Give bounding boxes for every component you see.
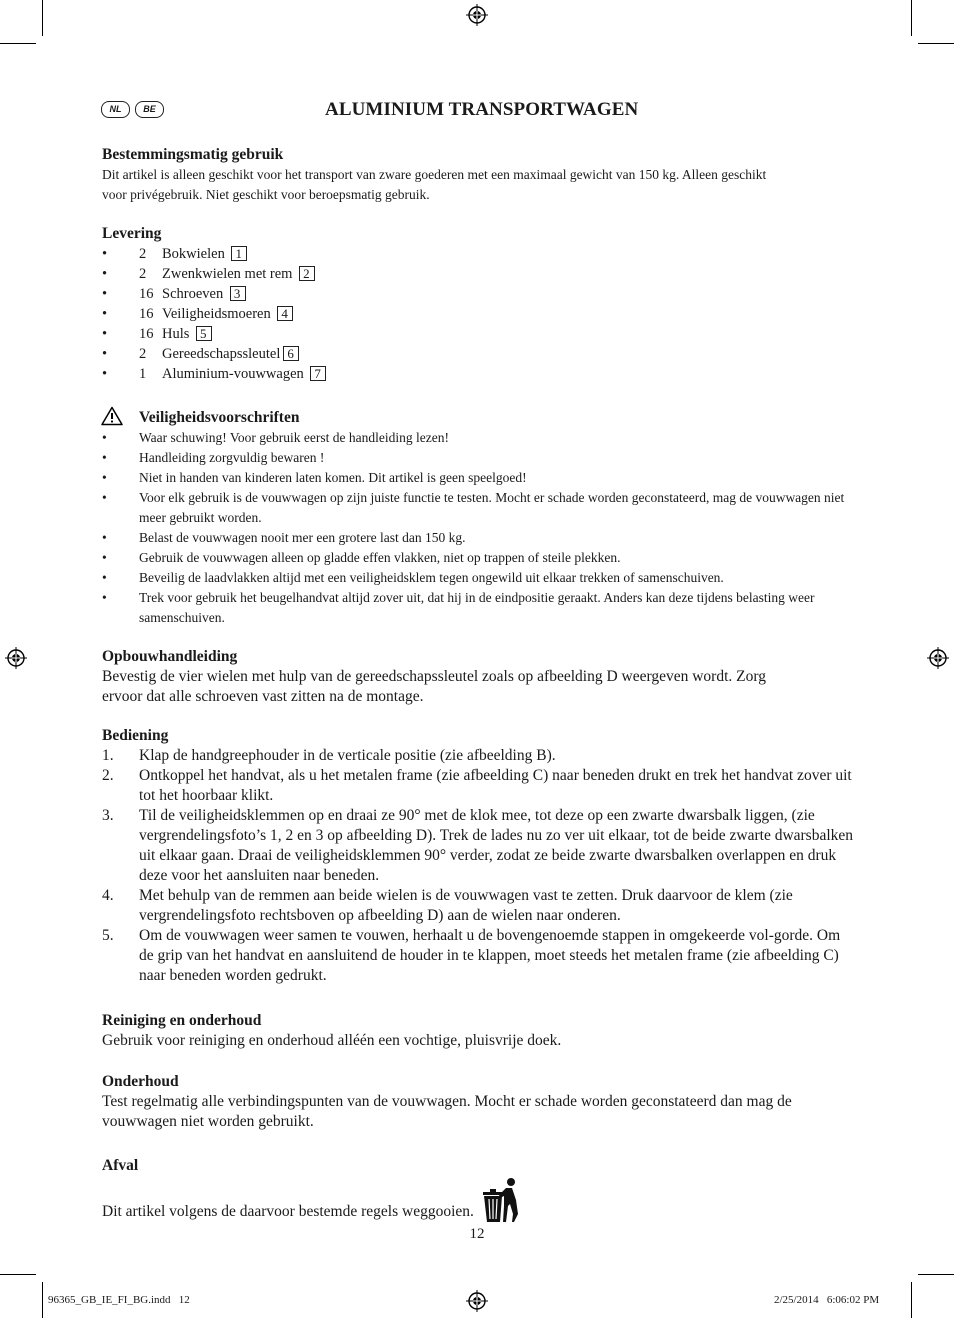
registration-mark-icon bbox=[466, 4, 488, 26]
list-item: • 1 Aluminium-vouwwagen 7 bbox=[102, 364, 854, 384]
page-title: ALUMINIUM TRANSPORTWAGEN bbox=[325, 99, 639, 120]
section-heading-cleaning: Reiniging en onderhoud bbox=[102, 1012, 262, 1029]
list-item: • Beveilig de laadvlakken altijd met een veiligheidsklem tegen ongewild uit elkaar trekken of samenschuiven. bbox=[102, 570, 724, 585]
list-item: 1. Klap de handgreephouder in de verticale positie (zie afbeelding B). bbox=[102, 747, 556, 764]
section-heading-safety: Veiligheidsvoorschriften bbox=[102, 408, 854, 428]
cleaning-text: Gebruik voor reiniging en onderhoud alléén een vochtige, pluisvrije doek. bbox=[102, 1032, 562, 1049]
waste-text: Dit artikel volgens de daarvoor bestemde regels weggooien. bbox=[102, 1203, 474, 1220]
part-number-box: 1 bbox=[231, 246, 247, 261]
delivery-list bbox=[102, 244, 854, 384]
part-number-box: 3 bbox=[230, 286, 246, 301]
list-item: • 16 Schroeven 3 bbox=[102, 284, 854, 304]
part-number-box: 5 bbox=[196, 326, 212, 341]
section-heading-waste: Afval bbox=[102, 1157, 139, 1174]
list-item: • Gebruik de vouwwagen alleen op gladde effen vlakken, niet op trappen of steile plekken. bbox=[102, 550, 621, 565]
operation-steps bbox=[102, 746, 854, 986]
list-item: • Waar schuwing! Voor gebruik eerst de handleiding lezen! bbox=[102, 430, 449, 445]
section-heading-intended-use: Bestemmingsmatig gebruik bbox=[102, 146, 284, 163]
list-item: • 2 Zwenkwielen met rem 2 bbox=[102, 264, 854, 284]
list-item: • 16 Veiligheidsmoeren 4 bbox=[102, 304, 854, 324]
list-item: • Belast de vouwwagen nooit mer een grotere last dan 150 kg. bbox=[102, 530, 466, 545]
maintenance-text-line: Test regelmatig alle verbindingspunten van de vouwwagen. Mocht er schade worden geconstateerd dan mag de bbox=[102, 1093, 792, 1110]
list-item: • 2 Gereedschapssleutel 6 bbox=[102, 344, 854, 364]
crop-mark bbox=[42, 1282, 43, 1318]
safety-list bbox=[102, 428, 854, 628]
footer-timestamp: 2/25/2014 6:06:02 PM bbox=[774, 1294, 880, 1306]
waste-row bbox=[102, 1176, 854, 1222]
warning-triangle-icon bbox=[101, 406, 123, 426]
section-heading-assembly: Opbouwhandleiding bbox=[102, 648, 238, 665]
list-item: • 2 Bokwielen 1 bbox=[102, 244, 854, 264]
list-item: 2. Ontkoppel het handvat, als u het metalen frame (zie afbeelding C) naar beneden drukt en trek het handvat zover uit tot het hoorbaar klikt. bbox=[102, 767, 852, 804]
crop-mark bbox=[42, 0, 43, 36]
part-number-box: 2 bbox=[299, 266, 315, 281]
document-body bbox=[102, 145, 854, 1222]
crop-mark bbox=[918, 43, 954, 44]
assembly-text-line: ervoor dat alle schroeven vast zitten na de montage. bbox=[102, 688, 424, 705]
language-badge-be: BE bbox=[135, 101, 164, 118]
list-item: • 16 Huls 5 bbox=[102, 324, 854, 344]
registration-mark-icon bbox=[927, 647, 949, 669]
crop-mark bbox=[911, 0, 912, 36]
intended-use-text-line: Dit artikel is alleen geschikt voor het transport van zware goederen met een maximaal gewicht van 150 kg. Alleen geschikt bbox=[102, 167, 767, 182]
language-badges bbox=[101, 101, 164, 118]
maintenance-text-line: vouwwagen niet worden gebruikt. bbox=[102, 1113, 314, 1130]
list-item: 4. Met behulp van de remmen aan beide wielen is de vouwwagen vast te zetten. Druk daarvoor de klem (zie vergrendelingsfoto rechtsboven op afbeelding D) aan de wielen naar onderen. bbox=[102, 887, 793, 924]
intended-use-text-line: voor privégebruik. Niet geschikt voor beroepsmatig gebruik. bbox=[102, 187, 430, 202]
assembly-text-line: Bevestig de vier wielen met hulp van de gereedschapssleutel zoals op afbeelding D weergeven wordt. Zorg bbox=[102, 668, 766, 685]
language-badge-nl: NL bbox=[101, 101, 130, 118]
list-item: • Trek voor gebruik het beugelhandvat altijd zover uit, dat hij in de eindpositie geraakt. Anders kan deze tijdens belasting weer samenschuiven. bbox=[102, 590, 815, 625]
registration-mark-icon bbox=[5, 647, 27, 669]
list-item: • Niet in handen van kinderen laten komen. Dit artikel is geen speelgoed! bbox=[102, 470, 527, 485]
part-number-box: 6 bbox=[283, 346, 299, 361]
list-item: • Voor elk gebruik is de vouwwagen op zijn juiste functie te testen. Mocht er schade worden geconstateerd, mag de vouwwagen niet meer gebruikt worden. bbox=[102, 490, 845, 525]
list-item: • Handleiding zorgvuldig bewaren ! bbox=[102, 450, 325, 465]
section-heading-operation: Bediening bbox=[102, 727, 169, 744]
section-heading-delivery: Levering bbox=[102, 225, 162, 242]
list-item: 3. Til de veiligheidsklemmen op en draai ze 90° met de klok mee, tot deze op een zwarte dwarsbalk liggen, (zie vergrendelingsfoto’s 1, 2 en 3 op afbeelding D). Trek de lades nu zo ver uit elkaar, tot de beide zwarte dwarsbalken uit elkaar gaan. Draai de veiligheidsklemmen 90° verder, zodat ze beide zwarte dwarsbalken overlappen en druk deze voor het aansluiten naar beneden. bbox=[102, 807, 854, 884]
waste-bin-icon bbox=[482, 1176, 520, 1224]
crop-mark bbox=[0, 43, 36, 44]
crop-mark bbox=[918, 1274, 954, 1275]
footer-file-info: 96365_GB_IE_FI_BG.indd 12 bbox=[48, 1294, 190, 1306]
registration-mark-icon bbox=[466, 1290, 488, 1312]
crop-mark bbox=[0, 1274, 36, 1275]
list-item: 5. Om de vouwwagen weer samen te vouwen, herhaalt u de bovengenoemde stappen in omgekeerde vol-gorde. Om de grip van het handvat en aansluitend de houder in te klappen, moet steeds het metalen frame (zie afbeelding C) naar beneden worden gedrukt. bbox=[102, 927, 841, 984]
crop-mark bbox=[911, 1282, 912, 1318]
part-number-box: 4 bbox=[277, 306, 293, 321]
page-number: 12 bbox=[469, 1226, 485, 1242]
section-heading-maintenance: Onderhoud bbox=[102, 1073, 179, 1090]
part-number-box: 7 bbox=[310, 366, 326, 381]
